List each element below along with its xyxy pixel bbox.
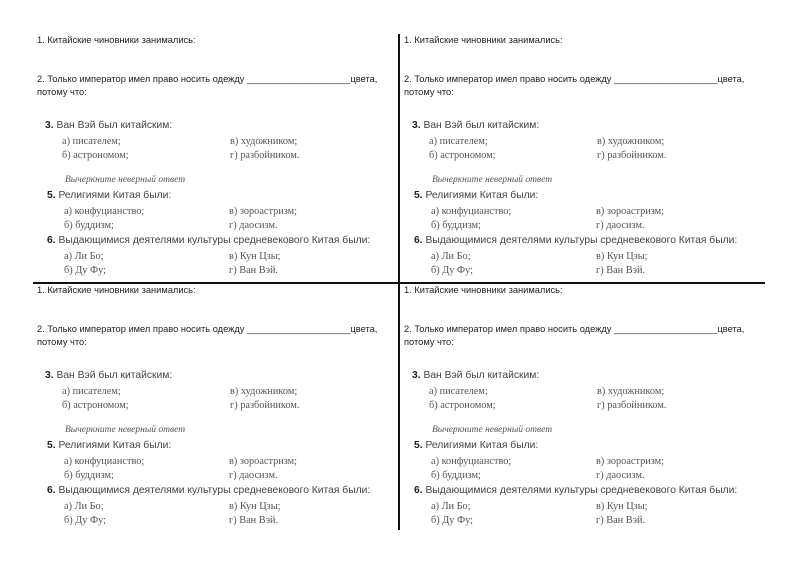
instruction-hint: Вычеркните неверный ответ <box>432 175 553 185</box>
worksheet-card-top-right <box>404 34 764 279</box>
question-number: 6. <box>47 235 56 246</box>
option-a: а) конфуцианство; <box>431 206 512 217</box>
question-text: Ван Вэй был китайским: <box>53 120 173 131</box>
option-g: г) разбойником. <box>230 150 300 161</box>
option-b: б) астрономом; <box>62 400 129 411</box>
option-a: а) конфуцианство; <box>64 456 145 467</box>
option-v: в) Кун Цзы; <box>229 501 281 512</box>
option-b: б) Ду Фу; <box>431 515 473 526</box>
option-b: б) Ду Фу; <box>64 515 106 526</box>
worksheet-card-bottom-right <box>404 284 764 529</box>
question-1: 1. Китайские чиновники занимались: <box>404 35 563 45</box>
question-5 <box>414 440 538 451</box>
option-g: г) даосизм. <box>596 220 645 231</box>
option-v: в) художником; <box>230 386 298 397</box>
option-g: г) Ван Вэй. <box>229 265 279 276</box>
question-text: Ван Вэй был китайским: <box>420 120 540 131</box>
question-text: Религиями Китая были: <box>55 190 172 201</box>
question-6 <box>414 485 737 496</box>
question-number: 3. <box>412 120 421 131</box>
question-text: Выдающимися деятелями культуры средневекового Китая были: <box>55 485 371 496</box>
question-1: 1. Китайские чиновники занимались: <box>37 35 196 45</box>
option-a: а) конфуцианство; <box>431 456 512 467</box>
question-number: 3. <box>45 120 54 131</box>
option-g: г) разбойником. <box>230 400 300 411</box>
question-text: Выдающимися деятелями культуры средневекового Китая были: <box>422 235 738 246</box>
option-b: б) астрономом; <box>429 400 496 411</box>
question-number: 3. <box>45 370 54 381</box>
option-a: а) Ли Бо; <box>64 501 104 512</box>
question-number: 6. <box>47 485 56 496</box>
option-v: в) зороастризм; <box>596 456 665 467</box>
question-text: Выдающимися деятелями культуры средневекового Китая были: <box>55 235 371 246</box>
option-g: г) Ван Вэй. <box>596 265 646 276</box>
option-g: г) даосизм. <box>596 470 645 481</box>
question-5 <box>47 190 171 201</box>
instruction-hint: Вычеркните неверный ответ <box>432 425 553 435</box>
option-b: б) буддизм; <box>64 220 114 231</box>
option-a: а) конфуцианство; <box>64 206 145 217</box>
question-3 <box>45 120 172 131</box>
option-a: а) писателем; <box>429 136 488 147</box>
option-g: г) Ван Вэй. <box>596 515 646 526</box>
option-a: а) Ли Бо; <box>431 501 471 512</box>
question-text: Ван Вэй был китайским: <box>420 370 540 381</box>
option-a: а) писателем; <box>62 136 121 147</box>
question-text: Выдающимися деятелями культуры средневекового Китая были: <box>422 485 738 496</box>
option-v: в) художником; <box>230 136 298 147</box>
option-g: г) разбойником. <box>597 150 667 161</box>
question-2: 2. Только император имел право носить одежду ____________________цвета, потому что: <box>404 74 745 97</box>
question-number: 5. <box>414 440 423 451</box>
option-v: в) художником; <box>597 136 665 147</box>
question-text: Религиями Китая были: <box>55 440 172 451</box>
option-g: г) даосизм. <box>229 470 278 481</box>
worksheet-card-bottom-left <box>37 284 397 529</box>
option-v: в) зороастризм; <box>596 206 665 217</box>
option-b: б) буддизм; <box>64 470 114 481</box>
question-number: 5. <box>414 190 423 201</box>
instruction-hint: Вычеркните неверный ответ <box>65 175 186 185</box>
option-v: в) Кун Цзы; <box>596 251 648 262</box>
option-v: в) Кун Цзы; <box>596 501 648 512</box>
question-3 <box>45 370 172 381</box>
question-6 <box>47 485 370 496</box>
question-text: Ван Вэй был китайским: <box>53 370 173 381</box>
option-a: а) писателем; <box>429 386 488 397</box>
question-number: 5. <box>47 190 56 201</box>
option-b: б) буддизм; <box>431 220 481 231</box>
option-v: в) художником; <box>597 386 665 397</box>
question-5 <box>414 190 538 201</box>
option-g: г) даосизм. <box>229 220 278 231</box>
worksheet-card-top-left <box>37 34 397 279</box>
question-text: Религиями Китая были: <box>422 190 539 201</box>
option-v: в) зороастризм; <box>229 456 298 467</box>
question-3 <box>412 370 539 381</box>
question-number: 6. <box>414 235 423 246</box>
instruction-hint: Вычеркните неверный ответ <box>65 425 186 435</box>
option-a: а) писателем; <box>62 386 121 397</box>
question-5 <box>47 440 171 451</box>
option-v: в) зороастризм; <box>229 206 298 217</box>
question-2: 2. Только император имел право носить одежду ____________________цвета, потому что: <box>37 324 378 347</box>
question-2: 2. Только император имел право носить одежду ____________________цвета, потому что: <box>37 74 378 97</box>
option-g: г) Ван Вэй. <box>229 515 279 526</box>
question-number: 3. <box>412 370 421 381</box>
option-b: б) буддизм; <box>431 470 481 481</box>
option-b: б) астрономом; <box>429 150 496 161</box>
option-a: а) Ли Бо; <box>64 251 104 262</box>
question-number: 5. <box>47 440 56 451</box>
question-1: 1. Китайские чиновники занимались: <box>37 285 196 295</box>
question-number: 6. <box>414 485 423 496</box>
option-v: в) Кун Цзы; <box>229 251 281 262</box>
question-1: 1. Китайские чиновники занимались: <box>404 285 563 295</box>
question-3 <box>412 120 539 131</box>
question-2: 2. Только император имел право носить одежду ____________________цвета, потому что: <box>404 324 745 347</box>
question-6 <box>414 235 737 246</box>
option-a: а) Ли Бо; <box>431 251 471 262</box>
option-g: г) разбойником. <box>597 400 667 411</box>
option-b: б) Ду Фу; <box>431 265 473 276</box>
question-6 <box>47 235 370 246</box>
option-b: б) астрономом; <box>62 150 129 161</box>
question-text: Религиями Китая были: <box>422 440 539 451</box>
option-b: б) Ду Фу; <box>64 265 106 276</box>
